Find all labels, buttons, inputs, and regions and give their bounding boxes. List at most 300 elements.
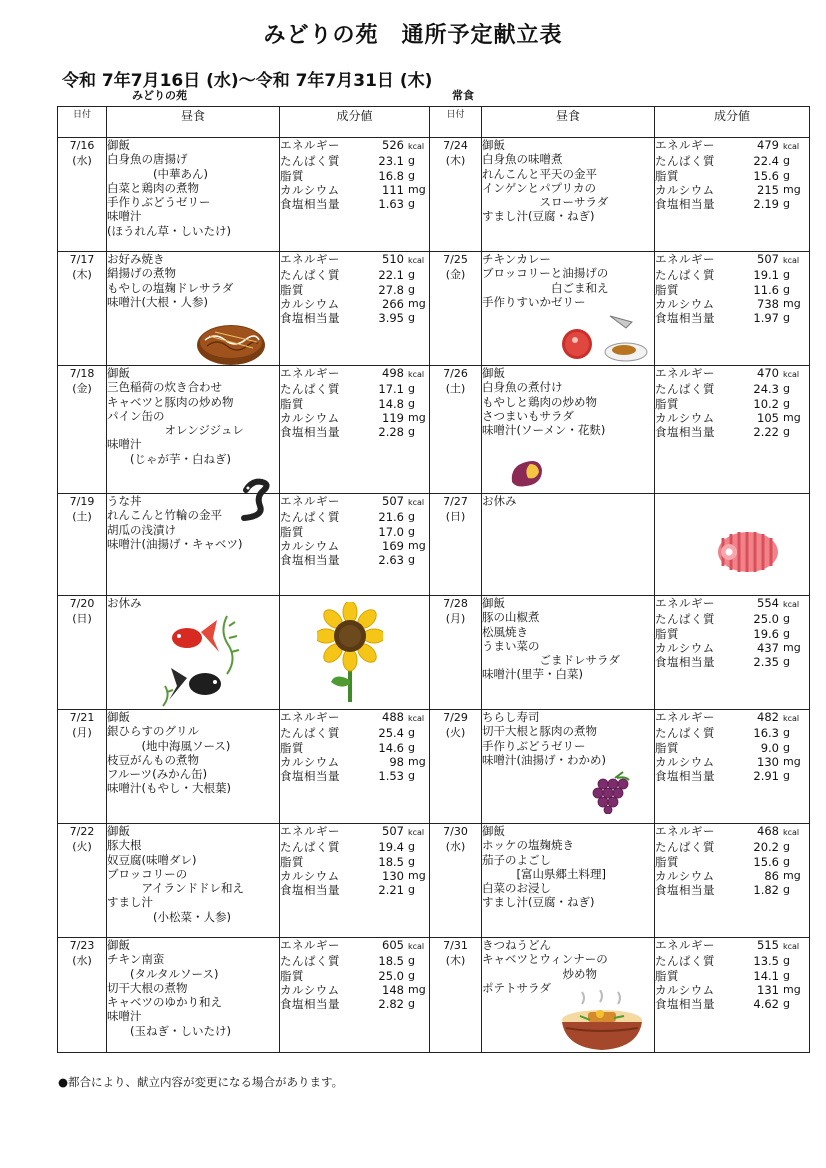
diet-type-label: 常食 [452,89,474,102]
nutrient-row [655,883,809,897]
nutrient-row [655,869,809,883]
nutrient-unit: kcal [783,600,800,609]
lunch-menu-cell [482,494,655,596]
nutrient-row [655,855,809,869]
nutrient-label: 脂質 [280,396,304,411]
menu-item: もやしの塩麹ドレサラダ [107,280,234,295]
nutrient-unit: mg [408,868,426,882]
menu-item: キャベツとウィンナーの [482,952,608,967]
nutrient-value: 16.8 [378,168,404,183]
nutrient-row [655,283,809,297]
menu-item: チキン南蛮 [107,952,165,967]
menu-item: (中華あん) [107,166,208,181]
goldfish-illustration [157,612,247,708]
nutrient-row [280,883,429,897]
nutrient-label: 脂質 [280,168,304,183]
menu-item: お休み [482,494,517,508]
nutrient-row [655,382,809,396]
nutrient-unit: kcal [783,256,800,265]
nutrient-unit: kcal [408,142,425,151]
nutrient-label: 脂質 [280,524,304,539]
day-date: 7/21 [69,711,95,724]
nutrient-row [655,154,809,168]
day-date: 7/27 [443,495,468,508]
nutrient-row [280,169,429,183]
nutrient-value: 19.6 [753,626,779,641]
day-of-week: (金) [72,382,92,395]
nutrient-unit: g [408,382,415,396]
nutrient-label: たんぱく質 [280,726,340,741]
nutrient-row [280,553,429,567]
nutrient-value: 130 [757,754,779,769]
nutrient-value: 14.1 [753,968,779,983]
menu-item: 炒め物 [482,966,597,981]
nutrient-label: 脂質 [655,626,679,641]
nutrient-row [655,311,809,325]
nutrient-value: 3.95 [378,311,404,326]
nutrient-row [655,183,809,197]
nutrient-value: 1.82 [753,883,779,898]
nutrient-value: 488 [382,710,404,724]
nutrient-label: たんぱく質 [280,510,340,525]
nutrient-value: 25.0 [753,612,779,627]
nutrient-unit: g [783,997,790,1011]
nutrient-row [655,612,809,626]
menu-item: 手作りぶどうゼリー [482,738,586,753]
nutrient-row [280,824,429,840]
nutrient-unit: g [408,268,415,282]
nutrient-value: 554 [757,596,779,610]
nutrient-value: 169 [382,538,404,553]
menu-item: 白身魚の味噌煮 [482,152,563,167]
nutrient-unit: g [408,510,415,524]
nutrient-label: カルシウム [280,982,340,997]
nutrient-unit: g [408,282,415,296]
nutrient-value: 86 [764,868,779,883]
nutrient-unit: mg [408,410,426,424]
nutrient-value: 479 [757,138,779,152]
nutrient-value: 605 [382,938,404,952]
date-cell [430,938,482,1053]
nutrient-row [280,425,429,439]
nutrient-value: 131 [757,982,779,997]
menu-item: チキンカレー [482,252,551,266]
nutrient-unit: g [783,626,790,640]
nutrient-unit: mg [408,538,426,552]
header-row [58,107,810,138]
nutrient-label: エネルギー [280,366,340,380]
date-cell [58,138,107,252]
nutrient-label: カルシウム [655,296,715,311]
menu-item: ブロッコリーと油揚げの [482,266,609,281]
nutrient-label: カルシウム [280,754,340,769]
day-date: 7/18 [69,367,95,380]
menu-item: 豚大根 [107,838,142,853]
nutrient-row [655,411,809,425]
menu-item: 御飯 [107,938,130,952]
nutrient-label: 脂質 [280,854,304,869]
menu-item: 松風焼き [482,624,528,639]
nutrient-value: 4.62 [753,997,779,1012]
menu-item: 豚の山椒煮 [482,610,540,625]
menu-item: 胡瓜の浅漬け [107,522,176,537]
day-of-week: (日) [445,510,466,523]
nutrient-value: 18.5 [378,954,404,969]
nutrient-value: 2.63 [378,553,404,568]
nutrient-row [280,755,429,769]
menu-item: (ほうれん草・しいたけ) [107,223,231,238]
day-date: 7/22 [69,825,95,838]
nutrient-row [280,197,429,211]
nutrient-unit: g [783,740,790,754]
nutrient-label: カルシウム [280,296,340,311]
nutrient-row [280,726,429,740]
nutrient-unit: g [408,311,415,325]
nutrient-value: 507 [382,824,404,838]
nutrient-value: 2.35 [753,655,779,670]
nutrient-label: エネルギー [655,938,715,952]
nutrient-row [655,268,809,282]
nutrient-value: 22.1 [378,268,404,283]
nutrient-unit: kcal [408,498,425,507]
menu-item: スローサラダ [482,195,609,210]
nutrient-unit: g [783,396,790,410]
nutrient-row [280,297,429,311]
nutrient-unit: kcal [408,714,425,723]
menu-item: 味噌汁(大根・人参) [107,294,208,309]
nutrient-label: 脂質 [655,282,679,297]
nutrition-cell [655,596,810,710]
nutrient-row [280,311,429,325]
nutrient-row [655,824,809,840]
menu-item: 御飯 [482,596,505,610]
nutrient-label: たんぱく質 [280,954,340,969]
day-date: 7/16 [69,139,95,152]
nutrient-unit: g [783,382,790,396]
nutrient-label: カルシウム [655,868,715,883]
nutrition-cell [280,366,430,494]
day-of-week: (日) [72,612,92,625]
lunch-menu-cell [107,824,280,938]
day-date: 7/30 [443,825,468,838]
nutrient-label: カルシウム [655,754,715,769]
nutrient-row [655,169,809,183]
menu-item: すまし汁 [107,895,153,910]
menu-item: 白身魚の煮付け [482,380,563,395]
nutrient-unit: g [783,854,790,868]
nutrient-label: 食塩相当量 [655,883,715,898]
nutrient-row [280,710,429,726]
nutrient-unit: g [783,154,790,168]
menu-item: キャベツのゆかり和え [107,995,222,1010]
nutrient-unit: g [408,883,415,897]
date-cell [430,824,482,938]
nutrient-row [655,710,809,726]
day-date: 7/25 [443,253,468,266]
nutrient-row [655,726,809,740]
nutrient-row [655,197,809,211]
day-of-week: (月) [445,612,466,625]
menu-item: アイランドドレ和え [107,881,244,896]
nutrient-label: エネルギー [655,596,715,610]
date-cell [430,596,482,710]
nutrient-unit: g [408,425,415,439]
nutrient-unit: kcal [783,714,800,723]
date-cell [58,938,107,1053]
menu-item: 三色稲荷の炊き合わせ [107,380,222,395]
nutrient-label: たんぱく質 [280,154,340,169]
nutrient-unit: g [783,268,790,282]
nutrient-value: 21.6 [378,510,404,525]
nutrient-label: 脂質 [280,968,304,983]
menu-item: 御飯 [107,366,130,380]
nutrient-value: 510 [382,252,404,266]
nutrient-row [655,655,809,669]
nutrient-label: 食塩相当量 [280,769,340,784]
date-cell [430,366,482,494]
menu-item: 味噌汁(里芋・白菜) [482,667,583,682]
nutrient-unit: g [408,769,415,783]
menu-item: もやしと鶏肉の炒め物 [482,394,597,409]
nutrient-label: たんぱく質 [280,268,340,283]
nutrient-unit: mg [783,410,801,424]
nutrient-value: 22.4 [753,154,779,169]
menu-row [58,824,810,938]
nutrient-value: 215 [757,182,779,197]
day-of-week: (水) [72,954,92,967]
nutrient-unit: g [408,553,415,567]
date-cell [430,252,482,366]
nutrient-label: エネルギー [280,494,340,508]
menu-item: 御飯 [107,710,130,724]
day-of-week: (月) [72,726,92,739]
nutrient-unit: g [408,396,415,410]
nutrient-value: 1.53 [378,769,404,784]
nutrient-label: 食塩相当量 [280,553,340,568]
menu-item: 御飯 [482,824,505,838]
day-date: 7/29 [443,711,468,724]
header-nutrition-right: 成分値 [655,107,810,138]
nutrient-row [655,954,809,968]
menu-item: 奴豆腐(味噌ダレ) [107,852,197,867]
nutrient-value: 17.0 [378,524,404,539]
menu-item: 御飯 [107,824,130,838]
nutrition-cell [655,252,810,366]
menu-item: うな丼 [107,494,142,508]
nutrient-row [280,539,429,553]
nutrient-row [280,183,429,197]
curry-jelly-illustration [558,308,648,364]
date-cell [58,710,107,824]
nutrient-value: 20.2 [753,840,779,855]
nutrient-unit: g [408,954,415,968]
nutrient-row [280,741,429,755]
nutrient-unit: g [783,954,790,968]
menu-item: 手作りぶどうゼリー [107,195,211,210]
nutrient-value: 9.0 [760,740,779,755]
nutrient-row [280,268,429,282]
nutrient-row [655,755,809,769]
nutrient-row [280,138,429,154]
nutrient-unit: mg [783,640,801,654]
nutrient-unit: kcal [408,370,425,379]
nutrient-value: 98 [389,754,404,769]
nutrition-cell [655,938,810,1053]
day-of-week: (水) [72,154,92,167]
nutrition-cell [280,824,430,938]
nutrient-unit: kcal [783,142,800,151]
nutrient-row [655,840,809,854]
nutrient-value: 2.91 [753,769,779,784]
nutrient-value: 2.19 [753,197,779,212]
header-date-right: 日付 [430,107,482,138]
header-nutrition-left: 成分値 [280,107,430,138]
nutrient-value: 1.97 [753,311,779,326]
nutrient-row [655,627,809,641]
nutrient-label: 食塩相当量 [655,655,715,670]
nutrient-label: 食塩相当量 [280,311,340,326]
day-date: 7/24 [443,139,468,152]
nutrient-label: たんぱく質 [280,840,340,855]
nutrient-label: カルシウム [655,182,715,197]
menu-item: ちらし寿司 [482,710,540,724]
nutrient-row [280,525,429,539]
day-of-week: (水) [445,840,466,853]
nutrient-value: 18.5 [378,854,404,869]
nutrient-label: エネルギー [655,138,715,152]
menu-item: れんこんと平天の金平 [482,166,597,181]
day-of-week: (火) [72,840,92,853]
sweet-potato-illustration [508,456,544,490]
menu-item: キャベツと豚肉の炒め物 [107,394,234,409]
nutrient-unit: kcal [408,256,425,265]
nutrient-unit: mg [408,982,426,996]
menu-item: すまし汁(豆腐・ねぎ) [482,209,595,224]
nutrient-label: エネルギー [280,824,340,838]
nutrient-unit: mg [408,182,426,196]
nutrient-value: 2.82 [378,997,404,1012]
menu-item: お休み [107,596,142,610]
nutrition-cell [280,138,430,252]
nutrient-value: 2.28 [378,425,404,440]
nutrient-unit: mg [408,296,426,310]
nutrient-value: 507 [382,494,404,508]
nutrient-value: 266 [382,296,404,311]
nutrient-label: 脂質 [655,396,679,411]
date-cell [430,494,482,596]
day-date: 7/17 [69,253,95,266]
day-of-week: (金) [445,268,466,281]
nutrition-cell [655,710,810,824]
footnote: ●都合により、献立内容が変更になる場合があります。 [58,1075,344,1089]
nutrition-cell [280,252,430,366]
menu-item: ブロッコリーの [107,866,188,881]
day-of-week: (土) [445,382,466,395]
nutrient-unit: mg [408,754,426,768]
nutrient-unit: g [783,282,790,296]
nutrient-label: エネルギー [655,710,715,724]
nutrient-row [280,840,429,854]
nutrient-unit: g [783,968,790,982]
menu-item: 味噌汁(もやし・大根葉) [107,781,231,796]
nutrient-value: 14.8 [378,396,404,411]
menu-item: 絹揚げの煮物 [107,266,176,281]
nutrient-label: たんぱく質 [655,840,715,855]
menu-item: (じゃが芋・白ねぎ) [107,451,231,466]
nutrition-cell [655,824,810,938]
nutrient-row [280,154,429,168]
menu-item: フルーツ(みかん缶) [107,767,208,782]
nutrient-value: 130 [382,868,404,883]
nutrient-label: たんぱく質 [655,154,715,169]
nutrient-value: 468 [757,824,779,838]
nutrient-label: たんぱく質 [655,612,715,627]
nutrient-row [280,855,429,869]
nutrient-value: 515 [757,938,779,952]
menu-item: 味噌汁 [107,209,142,224]
day-date: 7/19 [69,495,95,508]
nutrient-value: 17.1 [378,382,404,397]
okonomiyaki-illustration [195,318,267,368]
date-cell [58,494,107,596]
nutrition-cell [280,710,430,824]
nutrient-label: たんぱく質 [655,268,715,283]
menu-item: 白菜のお浸し [482,881,551,896]
nutrient-row [655,938,809,954]
menu-item: インゲンとパプリカの [482,180,596,195]
nutrient-label: エネルギー [655,824,715,838]
menu-item: 味噌汁(ソーメン・花麩) [482,423,606,438]
day-date: 7/28 [443,597,468,610]
nutrient-row [280,983,429,997]
nutrient-label: 脂質 [655,168,679,183]
nutrient-row [280,954,429,968]
day-of-week: (土) [72,510,92,523]
nutrient-row [655,741,809,755]
nutrient-unit: mg [783,868,801,882]
nutrient-label: たんぱく質 [655,382,715,397]
menu-item: 白菜と鶏肉の煮物 [107,180,199,195]
nutrient-value: 13.5 [753,954,779,969]
nutrient-row [655,252,809,268]
nutrient-row [280,869,429,883]
nutrient-label: 食塩相当量 [655,997,715,1012]
nutrient-value: 437 [757,640,779,655]
menu-period: 令和 7年7月16日 (水)〜令和 7年7月31日 (木) [62,71,433,91]
nutrient-value: 738 [757,296,779,311]
date-cell [58,366,107,494]
nutrient-row [280,510,429,524]
nutrient-row [280,366,429,382]
nutrient-unit: g [408,968,415,982]
menu-row [58,138,810,252]
nutrient-value: 14.6 [378,740,404,755]
nutrient-value: 148 [382,982,404,997]
day-date: 7/26 [443,367,468,380]
menu-item: 手作りすいかゼリー [482,294,586,309]
nutrient-label: 脂質 [655,740,679,755]
nutrient-label: 食塩相当量 [280,197,340,212]
nutrient-value: 27.8 [378,282,404,297]
menu-item: [富山県郷土料理] [482,866,606,881]
nutrient-value: 23.1 [378,154,404,169]
nutrient-label: 食塩相当量 [280,883,340,898]
nutrient-value: 482 [757,710,779,724]
menu-row [58,252,810,366]
nutrient-unit: g [783,726,790,740]
nutrient-label: カルシウム [280,868,340,883]
nutrition-cell [280,938,430,1053]
